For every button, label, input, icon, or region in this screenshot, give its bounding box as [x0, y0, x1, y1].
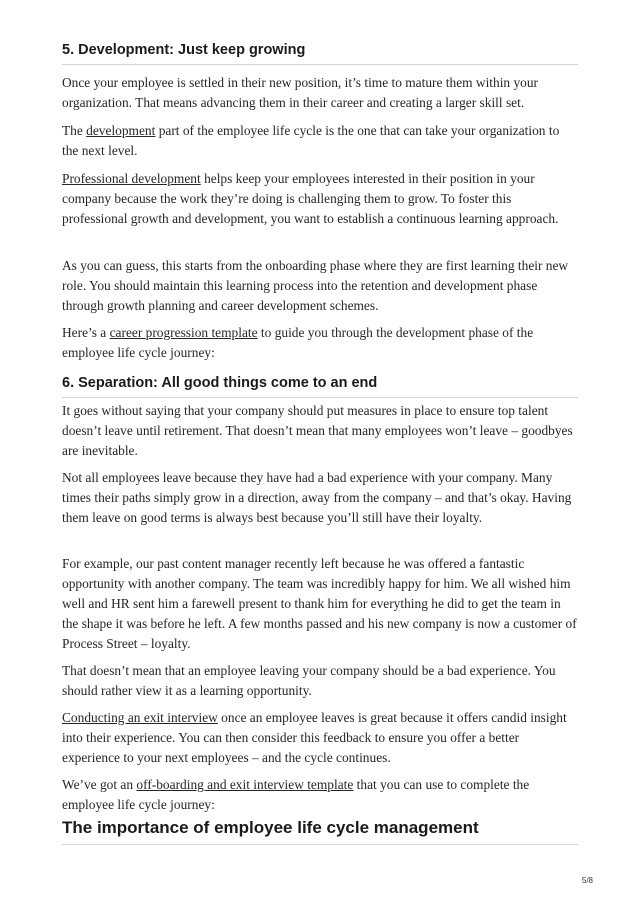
paragraph [62, 121, 578, 161]
paragraph-text: Here’s a [62, 325, 110, 340]
paragraph [62, 468, 578, 528]
paragraph-text: that you can use to complete the employee life cycle journey: [62, 777, 530, 812]
offboarding-template-link[interactable]: off-boarding and exit interview template [136, 777, 354, 792]
professional-development-link[interactable]: Professional development [62, 171, 201, 186]
paragraph-text: The [62, 123, 87, 138]
development-link[interactable]: development [86, 123, 156, 138]
paragraph-text: Not all employees leave because they have had a bad experience with your company. Many times their paths simply grow in a direction, away from the company – and that’s okay. Having them leave on good terms is always best because you’ll still have their loyalty. [62, 470, 572, 525]
section-heading-development: 5. Development: Just keep growing [62, 42, 578, 65]
paragraph-text: We’ve got an [62, 777, 137, 792]
paragraph [62, 708, 578, 768]
paragraph [62, 661, 578, 701]
paragraph-text: part of the employee life cycle is the one that can take your organization to the next level. [62, 123, 560, 158]
paragraph [62, 256, 578, 316]
career-progression-template-link[interactable]: career progression template [109, 325, 258, 340]
paragraph-text: helps keep your employees interested in their position in your company because the work they’re doing is challenging them to grow. To foster this professional growth and development, you want to establish a continuous learning approach. [62, 171, 559, 226]
paragraph [62, 554, 578, 654]
paragraph [62, 169, 578, 229]
paragraph [62, 401, 578, 461]
paragraph-text: once an employee leaves is great because it offers candid insight into their experience. You can then consider this feedback to ensure you offer a better experience to your next employees – and the cycle continues. [62, 710, 567, 765]
section-heading-separation: 6. Separation: All good things come to an end [62, 375, 578, 398]
paragraph-text: It goes without saying that your company should put measures in place to ensure top talent doesn’t leave until retirement. That doesn’t mean that many employees won’t leave – goodbyes are inevitable. [62, 403, 573, 458]
paragraph [62, 323, 578, 363]
paragraph-text: That doesn’t mean that an employee leaving your company should be a bad experience. You should rather view it as a learning opportunity. [62, 663, 556, 698]
paragraph-text: For example, our past content manager recently left because he was offered a fantastic opportunity with another company. The team was incredibly happy for him. We all wished him well and HR sent him a farewell present to thank him for everything he did to get the team in the shape it was before he left. A few months passed and his new company is now a customer of Process Street – loyalty. [62, 556, 577, 651]
page-number: 5/8 [581, 876, 593, 885]
paragraph-text: to guide you through the development phase of the employee life cycle journey: [62, 325, 534, 360]
paragraph [62, 73, 578, 113]
section-heading-importance: The importance of employee life cycle management [62, 818, 578, 845]
conducting-exit-interview-link[interactable]: Conducting an exit interview [62, 710, 218, 725]
paragraph-text: As you can guess, this starts from the onboarding phase where they are first learning their new role. You should maintain this learning process into the retention and development phase through growth planning and career development schemes. [62, 258, 569, 313]
paragraph-text: Once your employee is settled in their new position, it’s time to mature them within your organization. That means advancing them in their career and creating a larger skill set. [62, 75, 539, 110]
paragraph [62, 775, 578, 815]
